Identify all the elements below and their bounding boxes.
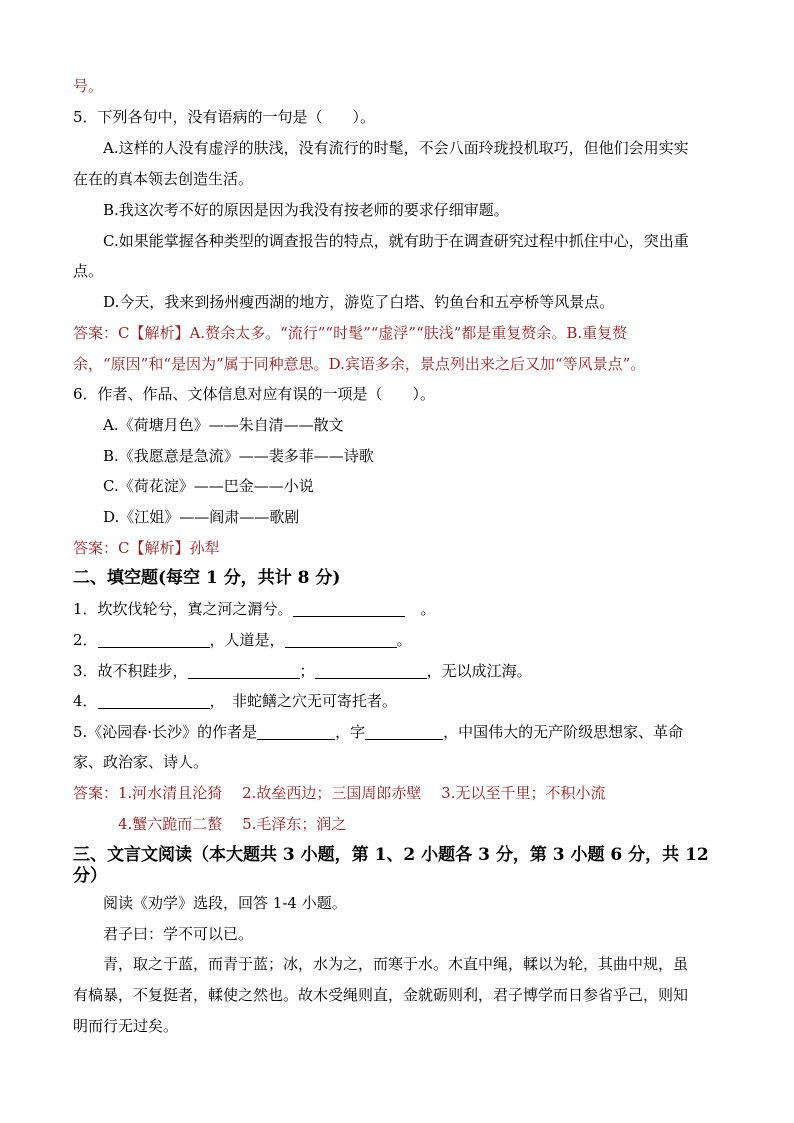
- q6-option-a: A.《荷塘月色》——朱自清——散文: [103, 416, 344, 434]
- fill-item-2-end: 。: [396, 631, 412, 649]
- section2-answer-line2: 4.蟹六跪而二螯 5.毛泽东；润之: [118, 815, 347, 833]
- q5-answer-line1: 答案：C【解析】A.赘余太多。“流行”“时髦”“虚浮”“肤浅”都是重复赘余。B.重复赘: [73, 324, 628, 342]
- fill-item-5-text-rest: ，中国伟大的无产阶级思想家、革命: [443, 723, 684, 741]
- q6-option-b: B.《我愿意是急流》——裴多菲——诗歌: [103, 447, 374, 465]
- fill-item-1: [73, 594, 733, 624]
- fill-item-3: [73, 656, 733, 686]
- passage-para-line1: 青，取之于蓝，而青于蓝；冰，水为之，而寒于水。木直中绳，輮以为轮，其曲中规，虽: [103, 955, 689, 973]
- section3-intro: 阅读《劝学》选段，回答 1-4 小题。: [103, 894, 347, 912]
- fill-item-1-text: 1．坎坎伐轮兮，寘之河之漘兮。: [73, 600, 293, 618]
- q6-stem: 6．作者、作品、文体信息对应有误的一项是（ ）。: [73, 385, 436, 403]
- section3-heading-line1: 三、文言文阅读（本大题共 3 小题，第 1、2 小题各 3 分，第 3 小题 6 分，共 12: [73, 845, 709, 865]
- fill-blank: [293, 598, 405, 617]
- fill-item-3-text: 3．故不积跬步，: [73, 662, 188, 680]
- q5-option-c-line2: 点。: [73, 262, 104, 280]
- fill-blank: [285, 629, 397, 648]
- q5-option-a-line2: 在在的真本领去创造生活。: [73, 170, 254, 188]
- fill-blank: [315, 660, 427, 679]
- q5-option-d: D.今天，我来到扬州瘦西湖的地方，游览了白塔、钓鱼台和五亭桥等风景点。: [103, 293, 615, 311]
- fill-item-4-text: ， 非蛇鳝之穴无可寄托者。: [209, 692, 398, 710]
- q5-option-c-line1: C.如果能掌握各种类型的调查报告的特点，就有助于在调查研究过程中抓住中心，突出重: [103, 232, 689, 250]
- q5-stem: 5．下列各句中，没有语病的一句是（ ）。: [73, 108, 376, 126]
- fill-item-5-text-zi: ，字: [335, 723, 366, 741]
- q6-option-c: C.《荷花淀》——巴金——小说: [103, 477, 314, 495]
- section2-heading: 二、填空题(每空 1 分，共计 8 分): [73, 568, 341, 588]
- fill-blank: [365, 721, 443, 740]
- fill-item-5-line1: [73, 717, 733, 747]
- fill-item-5-text: 5.《沁园春·长沙》的作者是: [73, 723, 258, 741]
- fill-item-1-end: 。: [420, 600, 436, 618]
- passage-para-line3: 明而行无过矣。: [73, 1017, 179, 1035]
- fill-blank: [257, 721, 335, 740]
- fill-item-4-number: 4．: [73, 692, 98, 710]
- q6-option-d: D.《江姐》——阎肃——歌剧: [103, 508, 300, 526]
- fill-item-3-end: ，无以成江海。: [426, 662, 532, 680]
- q5-answer-line2: 余，“原因”和“是因为”属于同种意思。D.宾语多余，景点列出来之后又加“等风景点”。: [73, 355, 646, 373]
- fill-item-2-text: ，人道是，: [209, 631, 285, 649]
- fill-item-2: [73, 625, 733, 655]
- fill-blank: [98, 690, 210, 709]
- fill-blank: [98, 629, 210, 648]
- previous-answer-tail: 号。: [73, 77, 104, 95]
- fill-item-3-sep: ；: [299, 662, 315, 680]
- section2-answer-line1: 答案：1.河水清且沦猗 2.故垒西边；三国周郎赤壁 3.无以至千里；不积小流: [73, 784, 606, 802]
- passage-line-1: 君子曰：学不可以已。: [103, 925, 254, 943]
- fill-item-2-number: 2．: [73, 631, 98, 649]
- fill-blank: [188, 660, 300, 679]
- passage-para-line2: 有槁暴，不复挺者，輮使之然也。故木受绳则直，金就砺则利，君子博学而日参省乎己，则知: [73, 986, 689, 1004]
- fill-item-4: [73, 686, 733, 716]
- q5-option-a-line1: A.这样的人没有虚浮的肤浅，没有流行的时髦，不会八面玲珑投机取巧，但他们会用实实: [103, 139, 689, 157]
- q5-option-b: B.我这次考不好的原因是因为我没有按老师的要求仔细审题。: [103, 201, 509, 219]
- fill-item-5-line2: 家、政治家、诗人。: [73, 753, 209, 771]
- q6-answer: 答案：C【解析】孙犁: [73, 539, 220, 557]
- section3-heading-line2: 分）: [73, 866, 107, 886]
